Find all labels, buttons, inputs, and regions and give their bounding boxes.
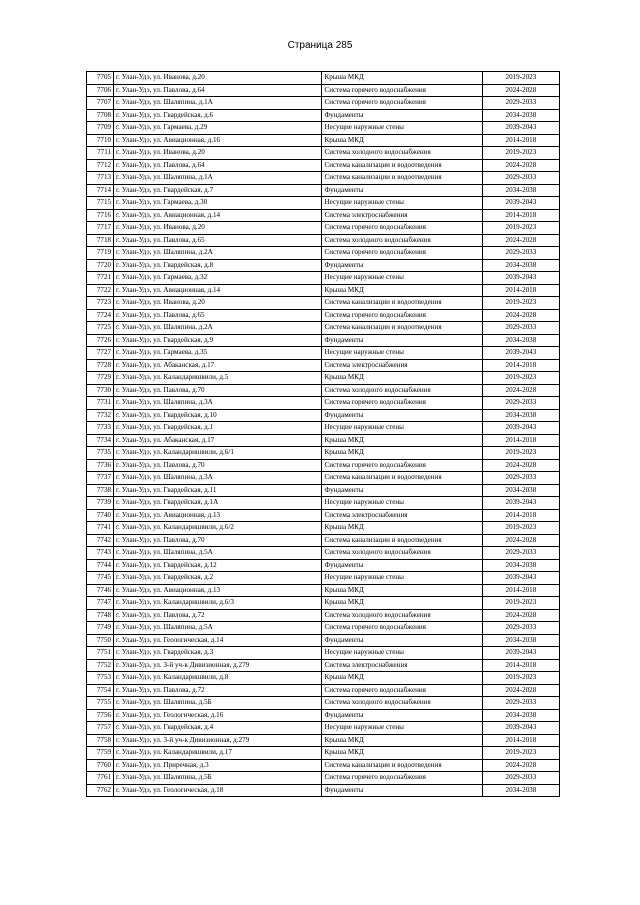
- row-number-cell: 7705: [87, 72, 114, 85]
- table-row: [87, 84, 560, 97]
- address-cell: г. Улан-Удэ, ул. Шаляпина, д.3А: [114, 472, 322, 485]
- structural-element-cell: Крыша МКД: [322, 734, 482, 747]
- repair-period-cell: 2024-2028: [482, 84, 559, 97]
- table-row: [87, 147, 560, 160]
- address-cell: г. Улан-Удэ, ул. Павлова, д.70: [114, 534, 322, 547]
- structural-element-cell: Система канализации и водоотведения: [322, 172, 482, 185]
- repair-period-cell: 2029-2033: [482, 472, 559, 485]
- structural-element-cell: Крыша МКД: [322, 72, 482, 85]
- address-cell: г. Улан-Удэ, ул. Абаканская, д.17: [114, 434, 322, 447]
- structural-element-cell: Несущие наружные стены: [322, 122, 482, 135]
- table-row: [87, 484, 560, 497]
- table-row: [87, 609, 560, 622]
- table-row: [87, 472, 560, 485]
- address-cell: г. Улан-Удэ, ул. Авиационная, д.13: [114, 584, 322, 597]
- row-number-cell: 7723: [87, 297, 114, 310]
- address-cell: г. Улан-Удэ, ул. Гвардейская, д.11: [114, 484, 322, 497]
- table-row: [87, 97, 560, 110]
- row-number-cell: 7711: [87, 147, 114, 160]
- row-number-cell: 7755: [87, 697, 114, 710]
- row-number-cell: 7752: [87, 659, 114, 672]
- address-cell: г. Улан-Удэ, ул. Авиационная, д.14: [114, 284, 322, 297]
- table-row: [87, 647, 560, 660]
- table-row: [87, 597, 560, 610]
- repair-period-cell: 2034-2038: [482, 484, 559, 497]
- repair-period-cell: 2019-2023: [482, 522, 559, 535]
- address-cell: г. Улан-Удэ, ул. Гармаева, д.35: [114, 347, 322, 360]
- row-number-cell: 7753: [87, 672, 114, 685]
- address-cell: г. Улан-Удэ, ул. Авиационная, д.16: [114, 134, 322, 147]
- address-cell: г. Улан-Удэ, ул. Иванова, д.20: [114, 72, 322, 85]
- repair-period-cell: 2024-2028: [482, 384, 559, 397]
- structural-element-cell: Крыша МКД: [322, 672, 482, 685]
- repair-period-cell: 2014-2018: [482, 434, 559, 447]
- row-number-cell: 7757: [87, 722, 114, 735]
- repair-period-cell: 2034-2038: [482, 409, 559, 422]
- structural-element-cell: Фундаменты: [322, 334, 482, 347]
- table-row: [87, 422, 560, 435]
- repair-period-cell: 2034-2038: [482, 784, 559, 797]
- table-row: [87, 497, 560, 510]
- repair-period-cell: 2019-2023: [482, 597, 559, 610]
- row-number-cell: 7719: [87, 247, 114, 260]
- address-cell: г. Улан-Удэ, ул. Гармаева, д.32: [114, 272, 322, 285]
- structural-element-cell: Крыша МКД: [322, 372, 482, 385]
- repair-period-cell: 2039-2043: [482, 422, 559, 435]
- repair-period-cell: 2034-2038: [482, 259, 559, 272]
- structural-element-cell: Система горячего водоснабжения: [322, 397, 482, 410]
- address-cell: г. Улан-Удэ, ул. Иванова, д.20: [114, 297, 322, 310]
- address-cell: г. Улан-Удэ, ул. Каландаришвили, д.8: [114, 672, 322, 685]
- repair-period-cell: 2024-2028: [482, 234, 559, 247]
- repair-period-cell: 2014-2018: [482, 584, 559, 597]
- row-number-cell: 7724: [87, 309, 114, 322]
- table-row: [87, 659, 560, 672]
- address-cell: г. Улан-Удэ, ул. Гвардейская, д.8: [114, 259, 322, 272]
- address-cell: г. Улан-Удэ, ул. Шаляпина, д.1А: [114, 97, 322, 110]
- structural-element-cell: Система горячего водоснабжения: [322, 97, 482, 110]
- repair-period-cell: 2019-2023: [482, 747, 559, 760]
- row-number-cell: 7750: [87, 634, 114, 647]
- table-row: [87, 322, 560, 335]
- repair-period-cell: 2029-2033: [482, 697, 559, 710]
- table-row: [87, 259, 560, 272]
- table-row: [87, 359, 560, 372]
- row-number-cell: 7717: [87, 222, 114, 235]
- repair-period-cell: 2039-2043: [482, 197, 559, 210]
- structural-element-cell: Система горячего водоснабжения: [322, 459, 482, 472]
- structural-element-cell: Система канализации и водоотведения: [322, 759, 482, 772]
- row-number-cell: 7706: [87, 84, 114, 97]
- structural-element-cell: Крыша МКД: [322, 447, 482, 460]
- row-number-cell: 7709: [87, 122, 114, 135]
- address-cell: г. Улан-Удэ, ул. Павлова, д.72: [114, 684, 322, 697]
- row-number-cell: 7712: [87, 159, 114, 172]
- table-row: [87, 184, 560, 197]
- repair-period-cell: 2029-2033: [482, 172, 559, 185]
- address-cell: г. Улан-Удэ, ул. Гармаева, д.29: [114, 122, 322, 135]
- repair-period-cell: 2019-2023: [482, 72, 559, 85]
- structural-element-cell: Фундаменты: [322, 784, 482, 797]
- row-number-cell: 7760: [87, 759, 114, 772]
- repair-period-cell: 2029-2033: [482, 772, 559, 785]
- repair-period-cell: 2029-2033: [482, 397, 559, 410]
- structural-element-cell: Крыша МКД: [322, 584, 482, 597]
- structural-element-cell: Система электроснабжения: [322, 209, 482, 222]
- row-number-cell: 7737: [87, 472, 114, 485]
- row-number-cell: 7749: [87, 622, 114, 635]
- repair-period-cell: 2029-2033: [482, 547, 559, 560]
- address-cell: г. Улан-Удэ, ул. Гвардейская, д.1А: [114, 497, 322, 510]
- repair-period-cell: 2024-2028: [482, 534, 559, 547]
- row-number-cell: 7725: [87, 322, 114, 335]
- structural-element-cell: Система электроснабжения: [322, 359, 482, 372]
- address-cell: г. Улан-Удэ, ул. Павлова, д.70: [114, 384, 322, 397]
- address-cell: г. Улан-Удэ, ул. Гармаева, д.30: [114, 197, 322, 210]
- row-number-cell: 7727: [87, 347, 114, 360]
- structural-element-cell: Система горячего водоснабжения: [322, 309, 482, 322]
- row-number-cell: 7740: [87, 509, 114, 522]
- table-row: [87, 334, 560, 347]
- structural-element-cell: Система электроснабжения: [322, 509, 482, 522]
- registry-table-body: [87, 72, 560, 797]
- repair-period-cell: 2014-2018: [482, 359, 559, 372]
- structural-element-cell: Фундаменты: [322, 184, 482, 197]
- repair-period-cell: 2039-2043: [482, 647, 559, 660]
- repair-period-cell: 2014-2018: [482, 509, 559, 522]
- structural-element-cell: Система холодного водоснабжения: [322, 384, 482, 397]
- table-row: [87, 209, 560, 222]
- structural-element-cell: Несущие наружные стены: [322, 647, 482, 660]
- address-cell: г. Улан-Удэ, ул. Шаляпина, д.1А: [114, 172, 322, 185]
- address-cell: г. Улан-Удэ, ул. Иванова, д.20: [114, 147, 322, 160]
- table-row: [87, 372, 560, 385]
- structural-element-cell: Система канализации и водоотведения: [322, 534, 482, 547]
- table-row: [87, 272, 560, 285]
- table-row: [87, 447, 560, 460]
- table-row: [87, 247, 560, 260]
- structural-element-cell: Система холодного водоснабжения: [322, 234, 482, 247]
- structural-element-cell: Фундаменты: [322, 409, 482, 422]
- table-row: [87, 584, 560, 597]
- repair-period-cell: 2024-2028: [482, 759, 559, 772]
- table-row: [87, 697, 560, 710]
- table-row: [87, 734, 560, 747]
- repair-period-cell: 2029-2033: [482, 622, 559, 635]
- row-number-cell: 7716: [87, 209, 114, 222]
- structural-element-cell: Фундаменты: [322, 109, 482, 122]
- row-number-cell: 7713: [87, 172, 114, 185]
- address-cell: г. Улан-Удэ, ул. Шаляпина, д.5А: [114, 547, 322, 560]
- row-number-cell: 7731: [87, 397, 114, 410]
- repair-period-cell: 2034-2038: [482, 184, 559, 197]
- repair-period-cell: 2029-2033: [482, 322, 559, 335]
- address-cell: г. Улан-Удэ, ул. Гвардейская, д.6: [114, 109, 322, 122]
- table-row: [87, 384, 560, 397]
- address-cell: г. Улан-Удэ, ул. Павлова, д.72: [114, 609, 322, 622]
- table-row: [87, 759, 560, 772]
- repair-period-cell: 2034-2038: [482, 334, 559, 347]
- structural-element-cell: Система электроснабжения: [322, 659, 482, 672]
- address-cell: г. Улан-Удэ, ул. Гвардейская, д.7: [114, 184, 322, 197]
- structural-element-cell: Несущие наружные стены: [322, 497, 482, 510]
- repair-period-cell: 2019-2023: [482, 297, 559, 310]
- row-number-cell: 7714: [87, 184, 114, 197]
- address-cell: г. Улан-Удэ, ул. Шаляпина, д.2А: [114, 322, 322, 335]
- structural-element-cell: Несущие наружные стены: [322, 422, 482, 435]
- row-number-cell: 7735: [87, 447, 114, 460]
- address-cell: г. Улан-Удэ, ул. Геологическая, д.14: [114, 634, 322, 647]
- table-row: [87, 222, 560, 235]
- row-number-cell: 7710: [87, 134, 114, 147]
- row-number-cell: 7754: [87, 684, 114, 697]
- address-cell: г. Улан-Удэ, ул. Гвардейская, д.3: [114, 647, 322, 660]
- table-row: [87, 559, 560, 572]
- row-number-cell: 7720: [87, 259, 114, 272]
- row-number-cell: 7742: [87, 534, 114, 547]
- table-row: [87, 284, 560, 297]
- repair-period-cell: 2024-2028: [482, 159, 559, 172]
- structural-element-cell: Система горячего водоснабжения: [322, 772, 482, 785]
- address-cell: г. Улан-Удэ, ул. Иванова, д.20: [114, 222, 322, 235]
- row-number-cell: 7751: [87, 647, 114, 660]
- row-number-cell: 7728: [87, 359, 114, 372]
- table-row: [87, 297, 560, 310]
- table-row: [87, 159, 560, 172]
- row-number-cell: 7741: [87, 522, 114, 535]
- structural-element-cell: Несущие наружные стены: [322, 722, 482, 735]
- structural-element-cell: Система канализации и водоотведения: [322, 472, 482, 485]
- row-number-cell: 7732: [87, 409, 114, 422]
- row-number-cell: 7715: [87, 197, 114, 210]
- table-row: [87, 134, 560, 147]
- address-cell: г. Улан-Удэ, ул. Каландаришвили, д.17: [114, 747, 322, 760]
- row-number-cell: 7747: [87, 597, 114, 610]
- address-cell: г. Улан-Удэ, ул. 3-й уч-к Дивизионная, д.279: [114, 734, 322, 747]
- row-number-cell: 7739: [87, 497, 114, 510]
- address-cell: г. Улан-Удэ, ул. Шаляпина, д.2А: [114, 247, 322, 260]
- row-number-cell: 7718: [87, 234, 114, 247]
- address-cell: г. Улан-Удэ, ул. Геологическая, д.18: [114, 784, 322, 797]
- address-cell: г. Улан-Удэ, ул. Каландаришвили, д.5: [114, 372, 322, 385]
- repair-period-cell: 2039-2043: [482, 272, 559, 285]
- table-row: [87, 309, 560, 322]
- repair-period-cell: 2019-2023: [482, 372, 559, 385]
- repair-period-cell: 2034-2038: [482, 109, 559, 122]
- row-number-cell: 7762: [87, 784, 114, 797]
- table-row: [87, 547, 560, 560]
- table-row: [87, 522, 560, 535]
- repair-period-cell: 2019-2023: [482, 447, 559, 460]
- table-row: [87, 622, 560, 635]
- repair-period-cell: 2014-2018: [482, 209, 559, 222]
- repair-period-cell: 2014-2018: [482, 734, 559, 747]
- row-number-cell: 7756: [87, 709, 114, 722]
- address-cell: г. Улан-Удэ, ул. Каландаришвили, д.6/3: [114, 597, 322, 610]
- table-row: [87, 747, 560, 760]
- structural-element-cell: Крыша МКД: [322, 284, 482, 297]
- repair-period-cell: 2034-2038: [482, 559, 559, 572]
- structural-element-cell: Крыша МКД: [322, 747, 482, 760]
- repair-period-cell: 2024-2028: [482, 309, 559, 322]
- address-cell: г. Улан-Удэ, ул. Гвардейская, д.2: [114, 572, 322, 585]
- row-number-cell: 7736: [87, 459, 114, 472]
- address-cell: г. Улан-Удэ, ул. Гвардейская, д.12: [114, 559, 322, 572]
- address-cell: г. Улан-Удэ, ул. Шаляпина, д.5Б: [114, 697, 322, 710]
- repair-period-cell: 2034-2038: [482, 709, 559, 722]
- table-row: [87, 672, 560, 685]
- table-row: [87, 234, 560, 247]
- row-number-cell: 7746: [87, 584, 114, 597]
- address-cell: г. Улан-Удэ, ул. Шаляпина, д.3А: [114, 397, 322, 410]
- row-number-cell: 7730: [87, 384, 114, 397]
- structural-element-cell: Система холодного водоснабжения: [322, 147, 482, 160]
- repair-period-cell: 2014-2018: [482, 659, 559, 672]
- row-number-cell: 7759: [87, 747, 114, 760]
- structural-element-cell: Крыша МКД: [322, 134, 482, 147]
- table-row: [87, 122, 560, 135]
- address-cell: г. Улан-Удэ, ул. Павлова, д.64: [114, 159, 322, 172]
- repair-period-cell: 2039-2043: [482, 122, 559, 135]
- repair-period-cell: 2029-2033: [482, 247, 559, 260]
- structural-element-cell: Несущие наружные стены: [322, 347, 482, 360]
- table-row: [87, 72, 560, 85]
- row-number-cell: 7733: [87, 422, 114, 435]
- repair-period-cell: 2024-2028: [482, 459, 559, 472]
- table-row: [87, 784, 560, 797]
- table-row: [87, 572, 560, 585]
- table-row: [87, 197, 560, 210]
- row-number-cell: 7758: [87, 734, 114, 747]
- structural-element-cell: Несущие наружные стены: [322, 272, 482, 285]
- address-cell: г. Улан-Удэ, ул. 3-й уч-к Дивизионная, д.279: [114, 659, 322, 672]
- row-number-cell: 7734: [87, 434, 114, 447]
- repair-period-cell: 2039-2043: [482, 497, 559, 510]
- repair-period-cell: 2014-2018: [482, 284, 559, 297]
- table-row: [87, 347, 560, 360]
- row-number-cell: 7738: [87, 484, 114, 497]
- structural-element-cell: Несущие наружные стены: [322, 197, 482, 210]
- address-cell: г. Улан-Удэ, ул. Шаляпина, д.5Б: [114, 772, 322, 785]
- row-number-cell: 7745: [87, 572, 114, 585]
- address-cell: г. Улан-Удэ, ул. Абаканская, д.17: [114, 359, 322, 372]
- table-row: [87, 772, 560, 785]
- address-cell: г. Улан-Удэ, ул. Павлова, д.65: [114, 234, 322, 247]
- structural-element-cell: Система канализации и водоотведения: [322, 322, 482, 335]
- table-row: [87, 397, 560, 410]
- address-cell: г. Улан-Удэ, ул. Каландаришвили, д.6/2: [114, 522, 322, 535]
- structural-element-cell: Несущие наружные стены: [322, 572, 482, 585]
- structural-element-cell: Система холодного водоснабжения: [322, 697, 482, 710]
- structural-element-cell: Крыша МКД: [322, 522, 482, 535]
- structural-element-cell: Фундаменты: [322, 484, 482, 497]
- structural-element-cell: Система горячего водоснабжения: [322, 222, 482, 235]
- address-cell: г. Улан-Удэ, ул. Приречная, д.3: [114, 759, 322, 772]
- structural-element-cell: Система канализации и водоотведения: [322, 297, 482, 310]
- structural-element-cell: Система холодного водоснабжения: [322, 609, 482, 622]
- row-number-cell: 7743: [87, 547, 114, 560]
- registry-table: [86, 71, 560, 797]
- address-cell: г. Улан-Удэ, ул. Шаляпина, д.5А: [114, 622, 322, 635]
- address-cell: г. Улан-Удэ, ул. Павлова, д.64: [114, 84, 322, 97]
- repair-period-cell: 2019-2023: [482, 672, 559, 685]
- structural-element-cell: Фундаменты: [322, 559, 482, 572]
- address-cell: г. Улан-Удэ, ул. Павлова, д.70: [114, 459, 322, 472]
- row-number-cell: 7707: [87, 97, 114, 110]
- row-number-cell: 7708: [87, 109, 114, 122]
- row-number-cell: 7761: [87, 772, 114, 785]
- structural-element-cell: Система горячего водоснабжения: [322, 247, 482, 260]
- table-row: [87, 459, 560, 472]
- structural-element-cell: Система холодного водоснабжения: [322, 547, 482, 560]
- structural-element-cell: Фундаменты: [322, 634, 482, 647]
- repair-period-cell: 2039-2043: [482, 347, 559, 360]
- table-row: [87, 172, 560, 185]
- structural-element-cell: Фундаменты: [322, 709, 482, 722]
- table-row: [87, 709, 560, 722]
- address-cell: г. Улан-Удэ, ул. Гвардейская, д.4: [114, 722, 322, 735]
- address-cell: г. Улан-Удэ, ул. Павлова, д.65: [114, 309, 322, 322]
- row-number-cell: 7748: [87, 609, 114, 622]
- repair-period-cell: 2039-2043: [482, 722, 559, 735]
- structural-element-cell: Система горячего водоснабжения: [322, 622, 482, 635]
- structural-element-cell: Фундаменты: [322, 259, 482, 272]
- table-row: [87, 409, 560, 422]
- table-row: [87, 722, 560, 735]
- table-row: [87, 634, 560, 647]
- address-cell: г. Улан-Удэ, ул. Авиационная, д.13: [114, 509, 322, 522]
- table-row: [87, 534, 560, 547]
- address-cell: г. Улан-Удэ, ул. Гвардейская, д.10: [114, 409, 322, 422]
- repair-period-cell: 2029-2033: [482, 97, 559, 110]
- address-cell: г. Улан-Удэ, ул. Геологическая, д.16: [114, 709, 322, 722]
- page-number-header: Страница 285: [287, 40, 353, 51]
- table-row: [87, 509, 560, 522]
- row-number-cell: 7726: [87, 334, 114, 347]
- row-number-cell: 7721: [87, 272, 114, 285]
- row-number-cell: 7722: [87, 284, 114, 297]
- repair-period-cell: 2039-2043: [482, 572, 559, 585]
- repair-period-cell: 2024-2028: [482, 684, 559, 697]
- address-cell: г. Улан-Удэ, ул. Гвардейская, д.9: [114, 334, 322, 347]
- structural-element-cell: Система горячего водоснабжения: [322, 84, 482, 97]
- structural-element-cell: Крыша МКД: [322, 434, 482, 447]
- row-number-cell: 7729: [87, 372, 114, 385]
- table-row: [87, 434, 560, 447]
- repair-period-cell: 2034-2038: [482, 634, 559, 647]
- row-number-cell: 7744: [87, 559, 114, 572]
- table-row: [87, 684, 560, 697]
- address-cell: г. Улан-Удэ, ул. Авиационная, д.14: [114, 209, 322, 222]
- structural-element-cell: Система канализации и водоотведения: [322, 159, 482, 172]
- structural-element-cell: Крыша МКД: [322, 597, 482, 610]
- repair-period-cell: 2024-2028: [482, 609, 559, 622]
- structural-element-cell: Система горячего водоснабжения: [322, 684, 482, 697]
- repair-period-cell: 2019-2023: [482, 222, 559, 235]
- repair-period-cell: 2014-2018: [482, 134, 559, 147]
- table-row: [87, 109, 560, 122]
- address-cell: г. Улан-Удэ, ул. Каландаришвили, д.6/1: [114, 447, 322, 460]
- address-cell: г. Улан-Удэ, ул. Гвардейская, д.1: [114, 422, 322, 435]
- repair-period-cell: 2019-2023: [482, 147, 559, 160]
